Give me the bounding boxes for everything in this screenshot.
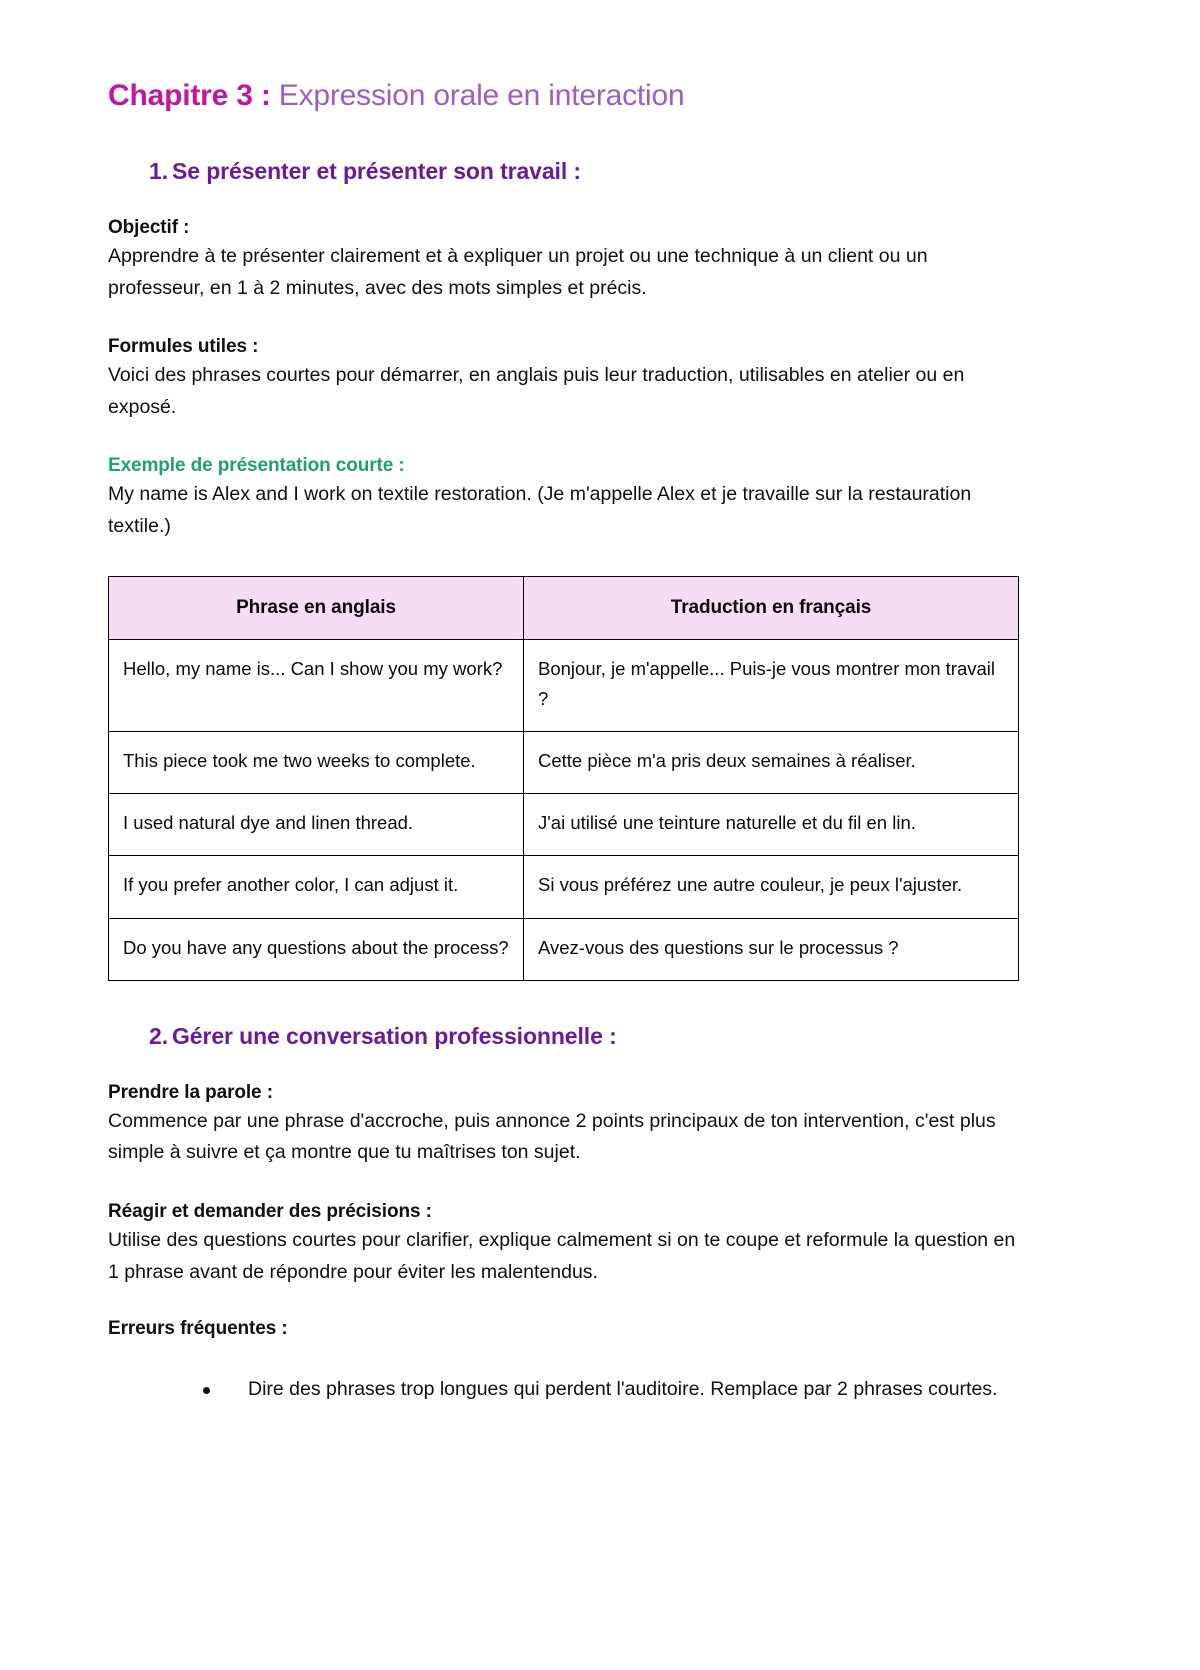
list-item: Dire des phrases trop longues qui perdent l'auditoire. Remplace par 2 phrases courtes. [108,1374,1092,1406]
table-row [109,918,1019,980]
block-prendre-la-parole [108,1082,1092,1169]
cell-french: Bonjour, je m'appelle... Puis-je vous montrer mon travail ? [524,640,1019,731]
table-row [109,794,1019,856]
lead-prendre-la-parole: Prendre la parole : [108,1081,273,1103]
para-reagir-precisions: Utilise des questions courtes pour clarifier, explique calmement si on te coupe et reformule la question en 1 phrase avant de répondre pour éviter les malentendus. [108,1228,1016,1283]
section-2-number: 2. [149,1022,168,1049]
column-header-french: Traduction en français [524,577,1019,640]
cell-french: Cette pièce m'a pris deux semaines à réaliser. [524,731,1019,793]
para-prendre-la-parole: Commence par une phrase d'accroche, puis annonce 2 points principaux de ton intervention, c'est plus simple à suivre et ça montre que tu maîtrises ton sujet. [108,1109,996,1164]
cell-french: J'ai utilisé une teinture naturelle et du fil en lin. [524,794,1019,856]
phrase-translation-table [108,576,1019,980]
cell-english: If you prefer another color, I can adjust it. [109,856,524,918]
cell-french: Avez-vous des questions sur le processus ? [524,918,1019,980]
section-2-title: Gérer une conversation professionnelle : [172,1022,617,1049]
chapter-title-rest: Expression orale en interaction [270,79,685,112]
para-exemple-presentation: My name is Alex and I work on textile restoration. (Je m'appelle Alex et je travaille sur la restauration textile.) [108,483,972,537]
cell-english: Do you have any questions about the process? [109,918,524,980]
lead-erreurs-frequentes: Erreurs fréquentes : [108,1318,288,1340]
block-exemple-presentation [108,455,1092,542]
para-formules-utiles: Voici des phrases courtes pour démarrer, en anglais puis leur traduction, utilisables en atelier ou en exposé. [108,364,965,418]
section-1-number: 1. [149,158,168,184]
cell-english: I used natural dye and linen thread. [109,794,524,856]
lead-reagir-precisions: Réagir et demander des précisions : [108,1200,432,1222]
section-heading-2 [108,1023,1092,1050]
table-header-row [109,577,1019,640]
cell-english: Hello, my name is... Can I show you my work? [109,640,524,731]
column-header-english: Phrase en anglais [109,577,524,640]
lead-formules-utiles: Formules utiles : [108,336,259,358]
chapter-title-strong: Chapitre 3 : [108,79,271,112]
section-1-title: Se présenter et présenter son travail : [172,158,581,184]
block-erreurs-frequentes [108,1318,1092,1340]
table-row [109,640,1019,731]
table-row [109,731,1019,793]
para-objectif: Apprendre à te présenter clairement et à expliquer un projet ou une technique à un client ou un professeur, en 1 à 2 minutes, avec des mots simples et précis. [108,245,928,299]
block-objectif [108,217,1092,304]
section-heading-1 [108,158,1092,185]
cell-english: This piece took me two weeks to complete. [109,731,524,793]
page-title [108,78,1092,114]
cell-french: Si vous préférez une autre couleur, je peux l'ajuster. [524,856,1019,918]
erreurs-bullet-list [108,1374,1092,1406]
block-formules-utiles [108,336,1092,423]
lead-objectif: Objectif : [108,217,190,238]
table-row [109,856,1019,918]
block-reagir-precisions [108,1201,1092,1288]
lead-exemple-presentation: Exemple de présentation courte : [108,455,405,477]
